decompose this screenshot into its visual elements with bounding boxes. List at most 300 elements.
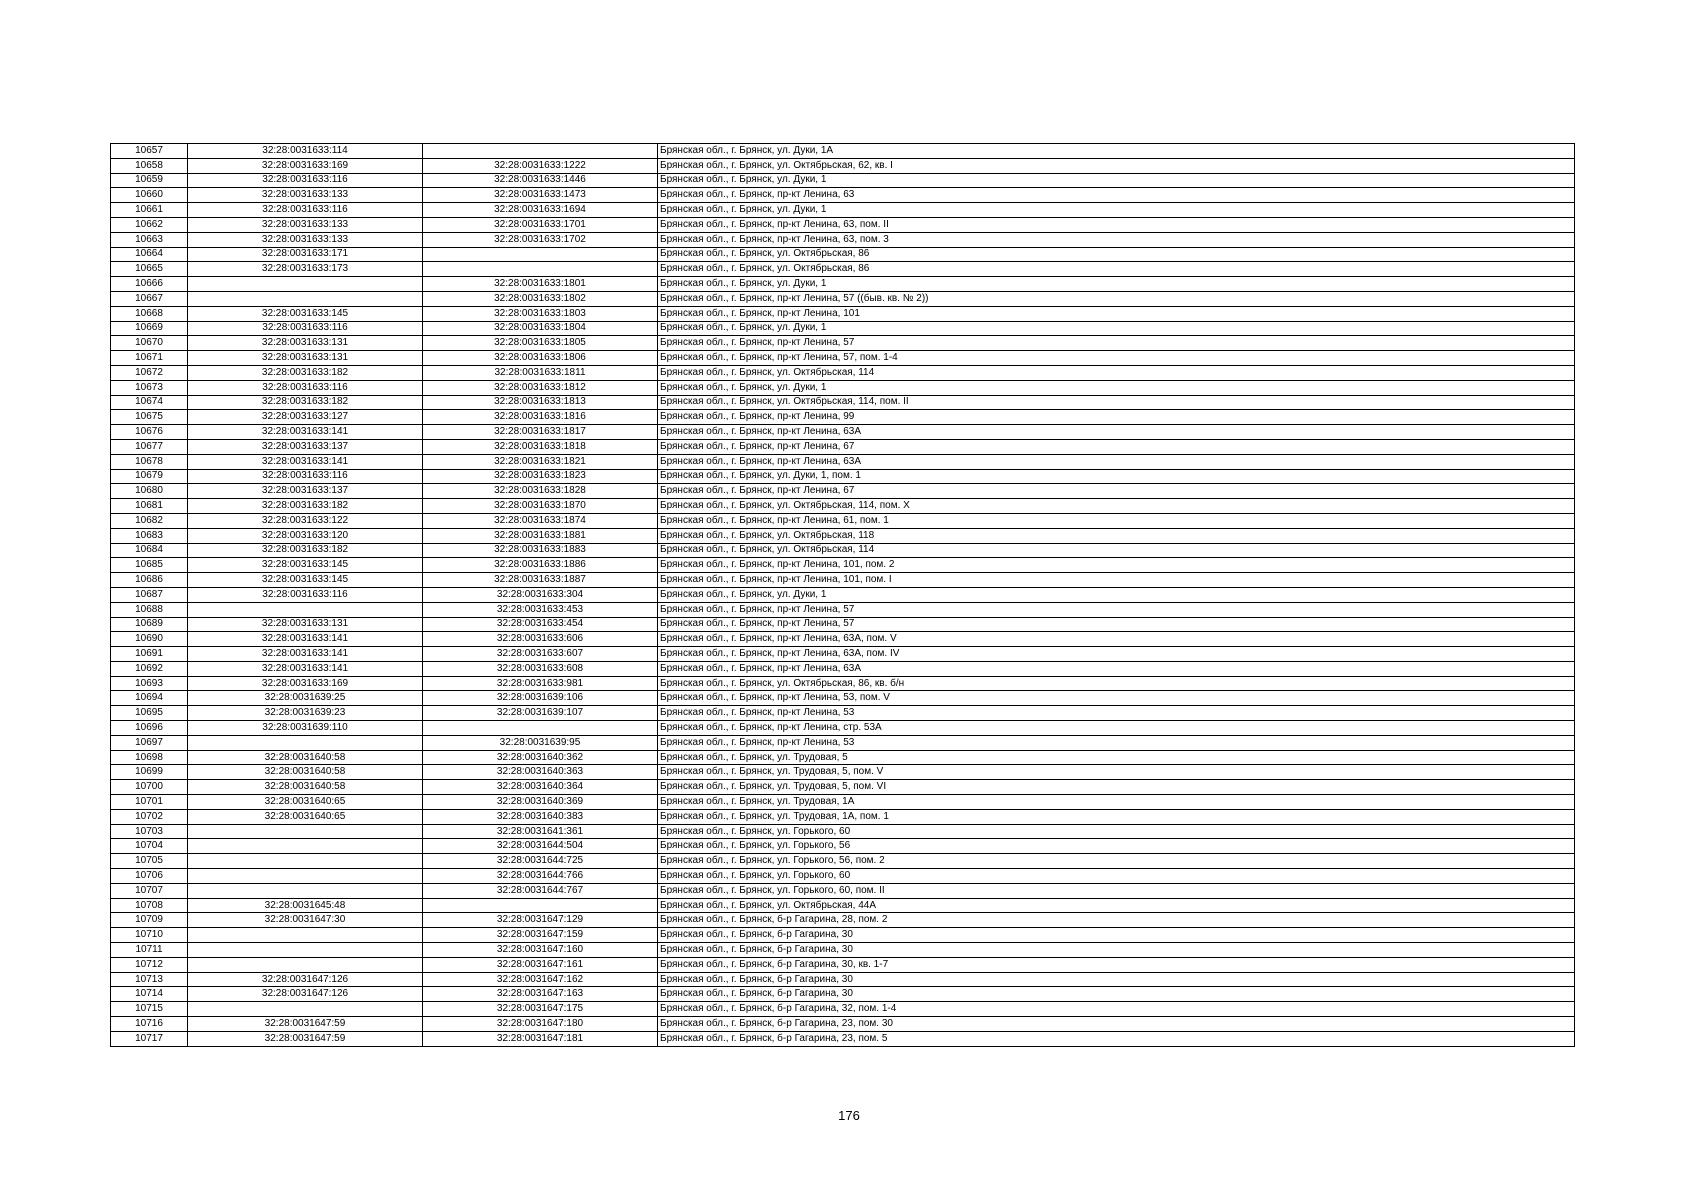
- table-row: [111, 898, 1575, 913]
- land-cadastral-number-cell: 32:28:0031633:171: [188, 247, 423, 262]
- land-cadastral-number-cell: 32:28:0031633:141: [188, 647, 423, 662]
- land-cadastral-number-cell: [188, 824, 423, 839]
- land-cadastral-number-cell: 32:28:0031640:58: [188, 765, 423, 780]
- object-cadastral-number-cell: 32:28:0031633:1811: [423, 365, 658, 380]
- address-cell: Брянская обл., г. Брянск, пр-кт Ленина, 63, пом. II: [658, 217, 1575, 232]
- row-number-cell: 10713: [111, 972, 188, 987]
- address-cell: Брянская обл., г. Брянск, ул. Октябрьская, 114, пом. X: [658, 499, 1575, 514]
- address-cell: Брянская обл., г. Брянск, ул. Дуки, 1: [658, 587, 1575, 602]
- row-number-cell: 10681: [111, 499, 188, 514]
- table-row: [111, 647, 1575, 662]
- table-row: [111, 869, 1575, 884]
- row-number-cell: 10694: [111, 691, 188, 706]
- land-cadastral-number-cell: 32:28:0031633:141: [188, 632, 423, 647]
- address-cell: Брянская обл., г. Брянск, б-р Гагарина, 30: [658, 928, 1575, 943]
- object-cadastral-number-cell: 32:28:0031640:362: [423, 750, 658, 765]
- land-cadastral-number-cell: 32:28:0031633:127: [188, 410, 423, 425]
- address-cell: Брянская обл., г. Брянск, ул. Октябрьская, 114, пом. II: [658, 395, 1575, 410]
- table-row: [111, 573, 1575, 588]
- land-cadastral-number-cell: [188, 883, 423, 898]
- object-cadastral-number-cell: 32:28:0031633:1812: [423, 380, 658, 395]
- row-number-cell: 10690: [111, 632, 188, 647]
- row-number-cell: 10691: [111, 647, 188, 662]
- object-cadastral-number-cell: [423, 144, 658, 159]
- object-cadastral-number-cell: 32:28:0031633:1823: [423, 469, 658, 484]
- object-cadastral-number-cell: 32:28:0031644:504: [423, 839, 658, 854]
- object-cadastral-number-cell: [423, 262, 658, 277]
- row-number-cell: 10665: [111, 262, 188, 277]
- land-cadastral-number-cell: 32:28:0031633:141: [188, 454, 423, 469]
- land-cadastral-number-cell: 32:28:0031633:116: [188, 587, 423, 602]
- object-cadastral-number-cell: 32:28:0031633:1804: [423, 321, 658, 336]
- table-row: [111, 425, 1575, 440]
- table-row: [111, 913, 1575, 928]
- address-cell: Брянская обл., г. Брянск, ул. Дуки, 1: [658, 277, 1575, 292]
- table-row: [111, 558, 1575, 573]
- row-number-cell: 10685: [111, 558, 188, 573]
- land-cadastral-number-cell: 32:28:0031633:169: [188, 158, 423, 173]
- row-number-cell: 10667: [111, 291, 188, 306]
- address-cell: Брянская обл., г. Брянск, пр-кт Ленина, 99: [658, 410, 1575, 425]
- address-cell: Брянская обл., г. Брянск, пр-кт Ленина, 57: [658, 602, 1575, 617]
- row-number-cell: 10693: [111, 676, 188, 691]
- row-number-cell: 10706: [111, 869, 188, 884]
- land-cadastral-number-cell: 32:28:0031633:116: [188, 380, 423, 395]
- object-cadastral-number-cell: 32:28:0031639:106: [423, 691, 658, 706]
- table-row: [111, 839, 1575, 854]
- table-row: [111, 380, 1575, 395]
- address-cell: Брянская обл., г. Брянск, пр-кт Ленина, 57: [658, 617, 1575, 632]
- row-number-cell: 10670: [111, 336, 188, 351]
- row-number-cell: 10705: [111, 854, 188, 869]
- land-cadastral-number-cell: 32:28:0031639:23: [188, 706, 423, 721]
- land-cadastral-number-cell: 32:28:0031633:182: [188, 499, 423, 514]
- table-row: [111, 750, 1575, 765]
- object-cadastral-number-cell: 32:28:0031633:1821: [423, 454, 658, 469]
- table-row: [111, 454, 1575, 469]
- row-number-cell: 10715: [111, 1002, 188, 1017]
- land-cadastral-number-cell: 32:28:0031633:131: [188, 351, 423, 366]
- object-cadastral-number-cell: 32:28:0031640:369: [423, 795, 658, 810]
- table-row: [111, 262, 1575, 277]
- table-row: [111, 306, 1575, 321]
- address-cell: Брянская обл., г. Брянск, ул. Октябрьская, 86, кв. б/н: [658, 676, 1575, 691]
- row-number-cell: 10707: [111, 883, 188, 898]
- land-cadastral-number-cell: [188, 869, 423, 884]
- land-cadastral-number-cell: 32:28:0031647:59: [188, 1031, 423, 1046]
- land-cadastral-number-cell: 32:28:0031647:30: [188, 913, 423, 928]
- table-row: [111, 469, 1575, 484]
- table-row: [111, 158, 1575, 173]
- row-number-cell: 10710: [111, 928, 188, 943]
- row-number-cell: 10711: [111, 943, 188, 958]
- land-cadastral-number-cell: 32:28:0031633:122: [188, 513, 423, 528]
- land-cadastral-number-cell: [188, 928, 423, 943]
- land-cadastral-number-cell: 32:28:0031633:131: [188, 617, 423, 632]
- address-cell: Брянская обл., г. Брянск, ул. Октябрьская, 114: [658, 365, 1575, 380]
- address-cell: Брянская обл., г. Брянск, б-р Гагарина, 30: [658, 943, 1575, 958]
- address-cell: Брянская обл., г. Брянск, ул. Горького, 60: [658, 824, 1575, 839]
- table-row: [111, 972, 1575, 987]
- address-cell: Брянская обл., г. Брянск, ул. Дуки, 1, пом. 1: [658, 469, 1575, 484]
- row-number-cell: 10701: [111, 795, 188, 810]
- table-row: [111, 661, 1575, 676]
- table-row: [111, 351, 1575, 366]
- address-cell: Брянская обл., г. Брянск, пр-кт Ленина, 53: [658, 706, 1575, 721]
- table-row: [111, 987, 1575, 1002]
- table-row: [111, 365, 1575, 380]
- land-cadastral-number-cell: 32:28:0031647:126: [188, 972, 423, 987]
- address-cell: Брянская обл., г. Брянск, ул. Октябрьская, 44А: [658, 898, 1575, 913]
- address-cell: Брянская обл., г. Брянск, ул. Дуки, 1: [658, 173, 1575, 188]
- object-cadastral-number-cell: 32:28:0031647:161: [423, 957, 658, 972]
- land-cadastral-number-cell: [188, 602, 423, 617]
- table-row: [111, 691, 1575, 706]
- land-cadastral-number-cell: 32:28:0031633:116: [188, 321, 423, 336]
- object-cadastral-number-cell: 32:28:0031633:608: [423, 661, 658, 676]
- address-cell: Брянская обл., г. Брянск, ул. Дуки, 1А: [658, 144, 1575, 159]
- table-row: [111, 543, 1575, 558]
- land-cadastral-number-cell: 32:28:0031633:137: [188, 439, 423, 454]
- land-cadastral-number-cell: [188, 943, 423, 958]
- land-cadastral-number-cell: 32:28:0031633:145: [188, 558, 423, 573]
- object-cadastral-number-cell: 32:28:0031633:1887: [423, 573, 658, 588]
- land-cadastral-number-cell: 32:28:0031633:116: [188, 173, 423, 188]
- table-row: [111, 706, 1575, 721]
- land-cadastral-number-cell: 32:28:0031639:110: [188, 721, 423, 736]
- table-row: [111, 587, 1575, 602]
- land-cadastral-number-cell: 32:28:0031633:145: [188, 573, 423, 588]
- address-cell: Брянская обл., г. Брянск, ул. Трудовая, 1А, пом. 1: [658, 809, 1575, 824]
- row-number-cell: 10692: [111, 661, 188, 676]
- address-cell: Брянская обл., г. Брянск, б-р Гагарина, 23, пом. 5: [658, 1031, 1575, 1046]
- table-row: [111, 928, 1575, 943]
- object-cadastral-number-cell: 32:28:0031633:1805: [423, 336, 658, 351]
- address-cell: Брянская обл., г. Брянск, б-р Гагарина, 30, кв. 1-7: [658, 957, 1575, 972]
- row-number-cell: 10700: [111, 780, 188, 795]
- land-cadastral-number-cell: 32:28:0031640:65: [188, 795, 423, 810]
- table-row: [111, 721, 1575, 736]
- land-cadastral-number-cell: 32:28:0031633:133: [188, 188, 423, 203]
- object-cadastral-number-cell: 32:28:0031633:607: [423, 647, 658, 662]
- table-row: [111, 336, 1575, 351]
- address-cell: Брянская обл., г. Брянск, пр-кт Ленина, 67: [658, 484, 1575, 499]
- table-row: [111, 395, 1575, 410]
- address-cell: Брянская обл., г. Брянск, б-р Гагарина, 30: [658, 972, 1575, 987]
- object-cadastral-number-cell: 32:28:0031633:981: [423, 676, 658, 691]
- row-number-cell: 10676: [111, 425, 188, 440]
- row-number-cell: 10684: [111, 543, 188, 558]
- row-number-cell: 10657: [111, 144, 188, 159]
- table-row: [111, 943, 1575, 958]
- address-cell: Брянская обл., г. Брянск, пр-кт Ленина, 53, пом. V: [658, 691, 1575, 706]
- row-number-cell: 10664: [111, 247, 188, 262]
- object-cadastral-number-cell: 32:28:0031633:1806: [423, 351, 658, 366]
- address-cell: Брянская обл., г. Брянск, пр-кт Ленина, 63А, пом. V: [658, 632, 1575, 647]
- table-row: [111, 735, 1575, 750]
- land-cadastral-number-cell: 32:28:0031633:116: [188, 469, 423, 484]
- object-cadastral-number-cell: 32:28:0031647:162: [423, 972, 658, 987]
- table-row: [111, 883, 1575, 898]
- address-cell: Брянская обл., г. Брянск, ул. Трудовая, 5, пом. VI: [658, 780, 1575, 795]
- land-cadastral-number-cell: 32:28:0031633:116: [188, 203, 423, 218]
- table-row: [111, 795, 1575, 810]
- object-cadastral-number-cell: 32:28:0031647:159: [423, 928, 658, 943]
- table-row: [111, 676, 1575, 691]
- table-row: [111, 602, 1575, 617]
- row-number-cell: 10674: [111, 395, 188, 410]
- address-cell: Брянская обл., г. Брянск, пр-кт Ленина, 63А: [658, 425, 1575, 440]
- table-row: [111, 217, 1575, 232]
- address-cell: Брянская обл., г. Брянск, ул. Горького, 56: [658, 839, 1575, 854]
- land-cadastral-number-cell: 32:28:0031633:182: [188, 365, 423, 380]
- table-row: [111, 232, 1575, 247]
- address-cell: Брянская обл., г. Брянск, пр-кт Ленина, 101, пом. I: [658, 573, 1575, 588]
- land-cadastral-number-cell: 32:28:0031633:145: [188, 306, 423, 321]
- object-cadastral-number-cell: 32:28:0031633:606: [423, 632, 658, 647]
- table-row: [111, 410, 1575, 425]
- land-cadastral-number-cell: 32:28:0031633:133: [188, 217, 423, 232]
- row-number-cell: 10697: [111, 735, 188, 750]
- object-cadastral-number-cell: 32:28:0031633:1886: [423, 558, 658, 573]
- table-row: [111, 188, 1575, 203]
- land-cadastral-number-cell: [188, 277, 423, 292]
- object-cadastral-number-cell: 32:28:0031633:1874: [423, 513, 658, 528]
- address-cell: Брянская обл., г. Брянск, ул. Трудовая, 1А: [658, 795, 1575, 810]
- address-cell: Брянская обл., г. Брянск, пр-кт Ленина, 57 ((быв. кв. № 2)): [658, 291, 1575, 306]
- row-number-cell: 10687: [111, 587, 188, 602]
- table-row: [111, 617, 1575, 632]
- table-row: [111, 824, 1575, 839]
- object-cadastral-number-cell: 32:28:0031640:364: [423, 780, 658, 795]
- object-cadastral-number-cell: 32:28:0031641:361: [423, 824, 658, 839]
- table-row: [111, 513, 1575, 528]
- table-row: [111, 957, 1575, 972]
- object-cadastral-number-cell: 32:28:0031633:453: [423, 602, 658, 617]
- address-cell: Брянская обл., г. Брянск, ул. Горького, 60, пом. II: [658, 883, 1575, 898]
- table-row: [111, 1002, 1575, 1017]
- row-number-cell: 10668: [111, 306, 188, 321]
- land-cadastral-number-cell: 32:28:0031640:58: [188, 750, 423, 765]
- address-cell: Брянская обл., г. Брянск, ул. Дуки, 1: [658, 321, 1575, 336]
- table-row: [111, 247, 1575, 262]
- address-cell: Брянская обл., г. Брянск, пр-кт Ленина, 53: [658, 735, 1575, 750]
- row-number-cell: 10717: [111, 1031, 188, 1046]
- table-row: [111, 854, 1575, 869]
- object-cadastral-number-cell: [423, 721, 658, 736]
- object-cadastral-number-cell: 32:28:0031633:1870: [423, 499, 658, 514]
- object-cadastral-number-cell: 32:28:0031647:160: [423, 943, 658, 958]
- object-cadastral-number-cell: 32:28:0031644:767: [423, 883, 658, 898]
- land-cadastral-number-cell: [188, 735, 423, 750]
- address-cell: Брянская обл., г. Брянск, ул. Октябрьская, 118: [658, 528, 1575, 543]
- table-row: [111, 291, 1575, 306]
- object-cadastral-number-cell: 32:28:0031633:1828: [423, 484, 658, 499]
- address-cell: Брянская обл., г. Брянск, ул. Трудовая, 5: [658, 750, 1575, 765]
- table-row: [111, 809, 1575, 824]
- row-number-cell: 10688: [111, 602, 188, 617]
- row-number-cell: 10679: [111, 469, 188, 484]
- land-cadastral-number-cell: 32:28:0031645:48: [188, 898, 423, 913]
- address-cell: Брянская обл., г. Брянск, б-р Гагарина, 28, пом. 2: [658, 913, 1575, 928]
- land-cadastral-number-cell: [188, 839, 423, 854]
- land-cadastral-number-cell: 32:28:0031640:65: [188, 809, 423, 824]
- row-number-cell: 10716: [111, 1017, 188, 1032]
- row-number-cell: 10675: [111, 410, 188, 425]
- table-row: [111, 173, 1575, 188]
- object-cadastral-number-cell: 32:28:0031644:725: [423, 854, 658, 869]
- land-cadastral-number-cell: [188, 854, 423, 869]
- row-number-cell: 10658: [111, 158, 188, 173]
- table-row: [111, 780, 1575, 795]
- address-cell: Брянская обл., г. Брянск, пр-кт Ленина, 101, пом. 2: [658, 558, 1575, 573]
- row-number-cell: 10669: [111, 321, 188, 336]
- address-cell: Брянская обл., г. Брянск, ул. Горького, 60: [658, 869, 1575, 884]
- object-cadastral-number-cell: 32:28:0031647:163: [423, 987, 658, 1002]
- object-cadastral-number-cell: 32:28:0031633:1813: [423, 395, 658, 410]
- address-cell: Брянская обл., г. Брянск, ул. Дуки, 1: [658, 203, 1575, 218]
- address-cell: Брянская обл., г. Брянск, ул. Октябрьская, 62, кв. I: [658, 158, 1575, 173]
- row-number-cell: 10686: [111, 573, 188, 588]
- address-cell: Брянская обл., г. Брянск, б-р Гагарина, 32, пом. 1-4: [658, 1002, 1575, 1017]
- row-number-cell: 10663: [111, 232, 188, 247]
- page-number: 176: [838, 1108, 860, 1123]
- table-row: [111, 321, 1575, 336]
- object-cadastral-number-cell: 32:28:0031633:1701: [423, 217, 658, 232]
- row-number-cell: 10666: [111, 277, 188, 292]
- row-number-cell: 10682: [111, 513, 188, 528]
- object-cadastral-number-cell: 32:28:0031633:1702: [423, 232, 658, 247]
- object-cadastral-number-cell: 32:28:0031647:175: [423, 1002, 658, 1017]
- object-cadastral-number-cell: 32:28:0031633:1817: [423, 425, 658, 440]
- object-cadastral-number-cell: 32:28:0031633:1881: [423, 528, 658, 543]
- address-cell: Брянская обл., г. Брянск, пр-кт Ленина, 63А: [658, 454, 1575, 469]
- row-number-cell: 10660: [111, 188, 188, 203]
- table-row: [111, 765, 1575, 780]
- address-cell: Брянская обл., г. Брянск, пр-кт Ленина, 57: [658, 336, 1575, 351]
- table-row: [111, 1031, 1575, 1046]
- land-cadastral-number-cell: 32:28:0031633:114: [188, 144, 423, 159]
- land-cadastral-number-cell: 32:28:0031633:182: [188, 543, 423, 558]
- object-cadastral-number-cell: [423, 247, 658, 262]
- row-number-cell: 10695: [111, 706, 188, 721]
- address-cell: Брянская обл., г. Брянск, ул. Трудовая, 5, пом. V: [658, 765, 1575, 780]
- object-cadastral-number-cell: 32:28:0031633:1473: [423, 188, 658, 203]
- address-cell: Брянская обл., г. Брянск, пр-кт Ленина, 63А, пом. IV: [658, 647, 1575, 662]
- address-cell: Брянская обл., г. Брянск, пр-кт Ленина, стр. 53А: [658, 721, 1575, 736]
- row-number-cell: 10712: [111, 957, 188, 972]
- registry-table-body: [111, 144, 1575, 1047]
- object-cadastral-number-cell: 32:28:0031633:1222: [423, 158, 658, 173]
- land-cadastral-number-cell: 32:28:0031633:120: [188, 528, 423, 543]
- object-cadastral-number-cell: [423, 898, 658, 913]
- object-cadastral-number-cell: 32:28:0031633:454: [423, 617, 658, 632]
- object-cadastral-number-cell: 32:28:0031640:363: [423, 765, 658, 780]
- table-row: [111, 277, 1575, 292]
- land-cadastral-number-cell: [188, 291, 423, 306]
- object-cadastral-number-cell: 32:28:0031647:181: [423, 1031, 658, 1046]
- row-number-cell: 10662: [111, 217, 188, 232]
- object-cadastral-number-cell: 32:28:0031633:1801: [423, 277, 658, 292]
- row-number-cell: 10699: [111, 765, 188, 780]
- address-cell: Брянская обл., г. Брянск, пр-кт Ленина, 101: [658, 306, 1575, 321]
- object-cadastral-number-cell: 32:28:0031633:1803: [423, 306, 658, 321]
- address-cell: Брянская обл., г. Брянск, пр-кт Ленина, 63, пом. 3: [658, 232, 1575, 247]
- row-number-cell: 10703: [111, 824, 188, 839]
- table-row: [111, 528, 1575, 543]
- land-cadastral-number-cell: 32:28:0031633:173: [188, 262, 423, 277]
- row-number-cell: 10689: [111, 617, 188, 632]
- table-row: [111, 632, 1575, 647]
- row-number-cell: 10708: [111, 898, 188, 913]
- land-cadastral-number-cell: 32:28:0031633:141: [188, 425, 423, 440]
- address-cell: Брянская обл., г. Брянск, ул. Горького, 56, пом. 2: [658, 854, 1575, 869]
- address-cell: Брянская обл., г. Брянск, пр-кт Ленина, 63А: [658, 661, 1575, 676]
- row-number-cell: 10698: [111, 750, 188, 765]
- address-cell: Брянская обл., г. Брянск, ул. Октябрьская, 86: [658, 262, 1575, 277]
- address-cell: Брянская обл., г. Брянск, б-р Гагарина, 30: [658, 987, 1575, 1002]
- land-cadastral-number-cell: [188, 1002, 423, 1017]
- land-cadastral-number-cell: 32:28:0031633:182: [188, 395, 423, 410]
- land-cadastral-number-cell: 32:28:0031633:137: [188, 484, 423, 499]
- land-cadastral-number-cell: [188, 957, 423, 972]
- object-cadastral-number-cell: 32:28:0031633:1818: [423, 439, 658, 454]
- object-cadastral-number-cell: 32:28:0031639:95: [423, 735, 658, 750]
- row-number-cell: 10683: [111, 528, 188, 543]
- table-row: [111, 484, 1575, 499]
- address-cell: Брянская обл., г. Брянск, пр-кт Ленина, 57, пом. 1-4: [658, 351, 1575, 366]
- row-number-cell: 10671: [111, 351, 188, 366]
- address-cell: Брянская обл., г. Брянск, пр-кт Ленина, 63: [658, 188, 1575, 203]
- land-cadastral-number-cell: 32:28:0031639:25: [188, 691, 423, 706]
- object-cadastral-number-cell: 32:28:0031644:766: [423, 869, 658, 884]
- row-number-cell: 10680: [111, 484, 188, 499]
- land-cadastral-number-cell: 32:28:0031647:126: [188, 987, 423, 1002]
- address-cell: Брянская обл., г. Брянск, ул. Дуки, 1: [658, 380, 1575, 395]
- address-cell: Брянская обл., г. Брянск, ул. Октябрьская, 114: [658, 543, 1575, 558]
- row-number-cell: 10673: [111, 380, 188, 395]
- object-cadastral-number-cell: 32:28:0031633:1446: [423, 173, 658, 188]
- object-cadastral-number-cell: 32:28:0031633:1883: [423, 543, 658, 558]
- land-cadastral-number-cell: 32:28:0031633:141: [188, 661, 423, 676]
- row-number-cell: 10659: [111, 173, 188, 188]
- land-cadastral-number-cell: 32:28:0031633:131: [188, 336, 423, 351]
- land-cadastral-number-cell: 32:28:0031633:133: [188, 232, 423, 247]
- land-cadastral-number-cell: 32:28:0031640:58: [188, 780, 423, 795]
- row-number-cell: 10696: [111, 721, 188, 736]
- table-row: [111, 439, 1575, 454]
- land-cadastral-number-cell: 32:28:0031633:169: [188, 676, 423, 691]
- table-row: [111, 499, 1575, 514]
- row-number-cell: 10661: [111, 203, 188, 218]
- row-number-cell: 10677: [111, 439, 188, 454]
- address-cell: Брянская обл., г. Брянск, пр-кт Ленина, 67: [658, 439, 1575, 454]
- object-cadastral-number-cell: 32:28:0031633:1694: [423, 203, 658, 218]
- row-number-cell: 10709: [111, 913, 188, 928]
- row-number-cell: 10672: [111, 365, 188, 380]
- address-cell: Брянская обл., г. Брянск, ул. Октябрьская, 86: [658, 247, 1575, 262]
- address-cell: Брянская обл., г. Брянск, б-р Гагарина, 23, пом. 30: [658, 1017, 1575, 1032]
- row-number-cell: 10702: [111, 809, 188, 824]
- row-number-cell: 10714: [111, 987, 188, 1002]
- address-cell: Брянская обл., г. Брянск, пр-кт Ленина, 61, пом. 1: [658, 513, 1575, 528]
- row-number-cell: 10678: [111, 454, 188, 469]
- table-row: [111, 1017, 1575, 1032]
- object-cadastral-number-cell: 32:28:0031633:1802: [423, 291, 658, 306]
- object-cadastral-number-cell: 32:28:0031633:304: [423, 587, 658, 602]
- object-cadastral-number-cell: 32:28:0031640:383: [423, 809, 658, 824]
- object-cadastral-number-cell: 32:28:0031647:129: [423, 913, 658, 928]
